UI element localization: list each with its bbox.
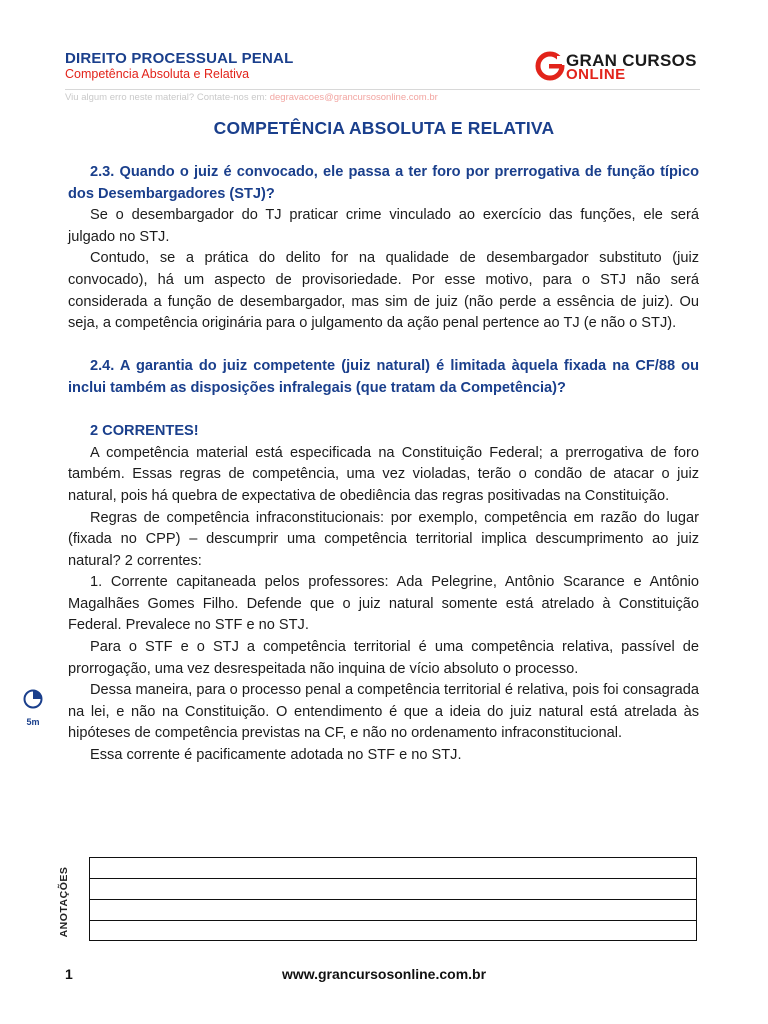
annotation-line [90, 920, 696, 921]
paragraph: Essa corrente é pacificamente adotada no STF e no STJ. [90, 747, 462, 764]
logo-text-gran-cursos: GRAN CURSOS [566, 51, 697, 70]
annotation-line [90, 878, 696, 879]
paragraph: Dessa maneira, para o processo penal a competência territorial é relativa, pois foi consagrada na lei, e não na Constituição. O entendimento é que a ideia do juiz natural está atrelada às hipóteses de competência previstas na CF, e não no ordenamento infraconstitucional. [68, 682, 699, 742]
header-subtitle: Competência Absoluta e Relativa [65, 67, 250, 81]
timestamp-label: 5m [26, 717, 40, 727]
question-2-4: 2.4. A garantia do juiz competente (juiz natural) é limitada àquela fixada na CF/88 ou inclui também as disposições infralegais (que tratam da Competência)? [68, 358, 699, 396]
document-body [68, 162, 699, 767]
annotations-label: ANOTAÇÕES [58, 866, 70, 938]
notice-text: Viu algum erro neste material? Contate-nos em: [65, 92, 270, 103]
annotations-box[interactable] [89, 857, 697, 941]
paragraph: Para o STF e o STJ a competência territorial é uma competência relativa, passível de prorrogação, uma vez desrespeitada não inquina de vício absoluto o processo. [68, 639, 699, 677]
page-header [65, 50, 705, 90]
header-divider [65, 89, 700, 90]
page-number: 1 [65, 966, 73, 982]
notice-email-link[interactable]: degravacoes@grancursosonline.com.br [269, 92, 438, 103]
video-timestamp-marker [20, 688, 46, 727]
clock-timer-icon [22, 688, 44, 710]
question-2-3: 2.3. Quando o juiz é convocado, ele passa a ter foro por prerrogativa de função típico dos Desembargadores (STJ)? [68, 164, 699, 202]
error-report-notice [65, 92, 438, 103]
gran-cursos-logo [535, 51, 700, 83]
paragraph: A competência material está especificada na Constituição Federal; a prerrogativa de foro também. Essas regras de competência, uma vez violadas, terão o condão de atacar o juiz natural, pois há quebra de expectativa de obediência das regras positivadas na Constituição. [68, 444, 699, 504]
gran-g-logo-icon [535, 51, 565, 81]
footer-website-link[interactable]: www.grancursosonline.com.br [281, 966, 487, 982]
paragraph: Regras de competência infraconstitucionais: por exemplo, competência em razão do lugar (fixada no CPP) – descumprir uma competência territorial implica descumprimento ao juiz natural? 2 correntes: [68, 509, 699, 569]
header-title: DIREITO PROCESSUAL PENAL [65, 50, 294, 67]
section-heading-correntes: 2 CORRENTES! [90, 423, 199, 440]
paragraph: Contudo, se a prática do delito for na qualidade de desembargador substituto (juiz convocado), há um aspecto de provisoriedade. Por esse motivo, para o STJ não será considerada a função de desembargador, mas sim de juiz (não perde a essência de juiz). Ou seja, a competência originária para o julgamento da ação penal pertence ao TJ (e não o STJ). [68, 250, 699, 332]
document-title: COMPETÊNCIA ABSOLUTA E RELATIVA [213, 118, 555, 138]
annotation-line [90, 899, 696, 900]
logo-text-online: ONLINE [566, 66, 626, 83]
paragraph: Se o desembargador do TJ praticar crime vinculado ao exercício das funções, ele será julgado no STJ. [68, 207, 699, 245]
paragraph: 1. Corrente capitaneada pelos professores: Ada Pelegrine, Antônio Scarance e Antônio Magalhães Gomes Filho. Defende que o juiz natural somente está atrelado à Constituição Federal. Prevalece no STF e no STJ. [68, 574, 699, 634]
